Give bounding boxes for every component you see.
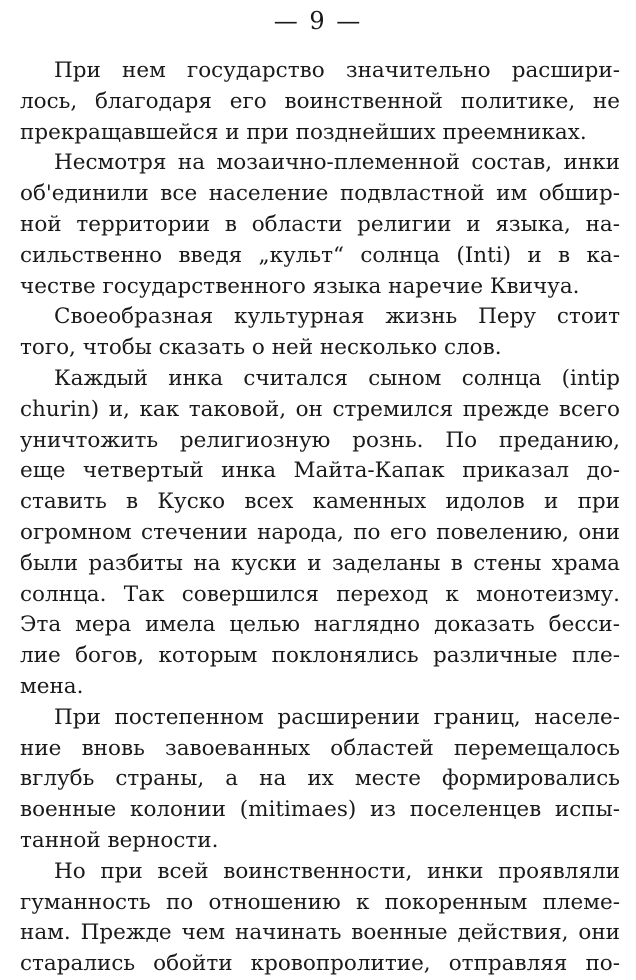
text-line: военные колонии (mitimaes) из поселенцев испы- (20, 797, 620, 823)
text-line: При нем государство значительно расшири- (54, 58, 620, 83)
text-line: лось, благодаря его воинственной политике, не (20, 88, 620, 114)
text-line: Каждый инка считался сыном солнца (intip (54, 365, 620, 391)
text-line: вглубь страны, а на их месте формировались (20, 766, 620, 792)
text-line: гуманность по отношению к покоренным племе- (20, 889, 620, 915)
text-line: ние вновь завоеванных областей перемещалось (20, 735, 620, 761)
text-line: Но при всей воинственности, инки проявляли (54, 858, 620, 884)
text-line: Своеобразная культурная жизнь Перу стоит (54, 304, 620, 330)
text-line: того, чтобы сказать о ней несколько слов. (20, 335, 502, 361)
text-line: нам. Прежде чем начинать военные действия, они (20, 920, 620, 946)
text-line: сильственно введя „культ“ солнца (Inti) и в ка- (20, 242, 620, 268)
text-line: об'единили все население подвластной им обшир- (20, 181, 620, 207)
text-line: старались обойти кровопролитие, отправляя по- (20, 951, 620, 977)
text-line: прекращавшейся и при позднейших преемниках. (20, 119, 587, 145)
text-line: уничтожить религиозную рознь. По преданию, (20, 427, 620, 453)
text-line: солнца. Так совершился переход к монотеизму. (20, 581, 620, 607)
text-line: честве государственного языка наречие Квичуа. (20, 273, 580, 299)
text-line: танной верности. (20, 827, 219, 853)
text-line: Несмотря на мозаично-племенной состав, инки (54, 150, 620, 176)
text-line: еще четвертый инка Майта-Капак приказал до- (20, 458, 620, 484)
text-line: При постепенном расширении границ, населе- (54, 704, 620, 730)
text-line: лие богов, которым поклонялись различные пле- (20, 643, 620, 669)
text-line: ставить в Куско всех каменных идолов и при (20, 489, 620, 515)
text-line: Эта мера имела целью наглядно доказать бесси- (20, 612, 620, 638)
text-line: churin) и, как таковой, он стремился прежде всего (20, 396, 620, 422)
text-line: мена. (20, 673, 84, 699)
body-text (20, 56, 620, 980)
page-number: — 9 — (273, 7, 363, 35)
text-line: ной территории в области религии и языка, на- (20, 211, 620, 237)
text-line: огромном стечении народа, по его повелению, они (20, 519, 620, 545)
text-line: были разбиты на куски и заделаны в стены храма (20, 550, 620, 576)
